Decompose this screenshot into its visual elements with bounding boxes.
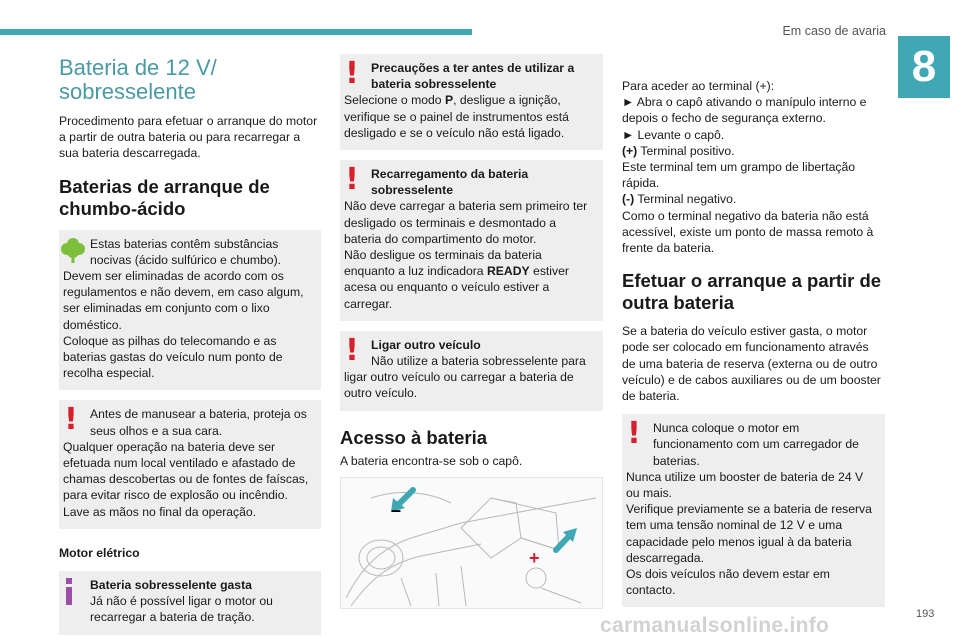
top-accent-bar (0, 29, 472, 35)
positive-terminal-line: (+) Terminal positivo. (622, 143, 735, 158)
jump-start-intro: Se a bateria do veículo estiver gasta, o motor pode ser colocado em funcionamento através de uma bateria de reserva (externa ou de outro veículo) e de cabos auxiliares ou de um booster de bateria. (622, 324, 881, 404)
negative-terminal-line: (-) Terminal negativo. (622, 192, 737, 207)
intro-paragraph: Procedimento para efetuar o arranque do motor a partir de outra bateria ou para recarregar a sua bateria descarregada. (59, 114, 318, 161)
other-vehicle-title: Ligar outro veículo (371, 337, 481, 352)
warning-exclamation-icon: ! (627, 416, 641, 452)
warning-exclamation-icon: ! (64, 402, 78, 438)
jump-warning-l4: Os dois veículos não devem estar em contacto. (626, 567, 830, 598)
other-vehicle-text: Não utilize a bateria sobresselente para ligar outro veículo ou carregar a bateria de outro veículo. (344, 354, 586, 401)
recharge-text-b: Não desligue os terminais da bateria enquanto a luz indicadora READY estiver acesa ou enquanto o veículo estiver a carregar. (344, 248, 569, 311)
column-right (622, 78, 885, 607)
jump-warning-first: Nunca coloque o motor em funcionamento com um carregador de baterias. (653, 421, 859, 468)
access-text: A bateria encontra-se sob o capô. (340, 453, 523, 468)
section-heading-jump-start: Efetuar o arranque a partir de outra bateria (622, 270, 882, 314)
recharge-title: Recarregamento da bateria sobresselente (371, 167, 529, 198)
section-heading-lead-acid: Baterias de arranque de chumbo-ácido (59, 175, 270, 219)
eco-note-box (59, 230, 321, 391)
eco-note-rest: Devem ser eliminadas de acordo com os regulamentos e não devem, em caso algum, ser eliminadas em conjunto com o lixo doméstico. (63, 269, 304, 332)
jump-warning-l3: Verifique previamente se a bateria de reserva tem uma tensão nominal de 12 V e uma capacidade pelo menos igual à da bateria descarregada. (626, 502, 872, 565)
battery-illustration (340, 477, 603, 609)
warning-box-jump-start (622, 414, 885, 607)
plus-terminal-label: + (529, 547, 540, 568)
chapter-badge: 8 (898, 36, 950, 98)
page-title: Bateria de 12 V/ sobresselente (59, 55, 217, 104)
column-middle (340, 54, 603, 609)
page-number: 193 (916, 608, 935, 620)
info-box-battery (59, 571, 321, 635)
warning-exclamation-icon: ! (345, 332, 359, 368)
warning-box-other-vehicle (340, 331, 603, 411)
warning-box-eyes (59, 400, 321, 528)
access-terminal-intro: Para aceder ao terminal (+): (622, 79, 775, 93)
warning-box-recharge (340, 160, 603, 321)
column-left (59, 54, 321, 635)
negative-terminal-detail: Como o terminal negativo da bateria não está acessível, existe um ponto de massa remoto à frente da bateria. (622, 208, 874, 256)
step-open-hood: ► Abra o capô ativando o manípulo interno e depois o fecho de segurança externo. (622, 95, 867, 126)
step-raise-hood: ► Levante o capô. (622, 127, 725, 142)
warning-rest: Qualquer operação na bateria deve ser efetuada num local ventilado e afastado de chamas descobertas ou de fontes de faíscas, para evitar risco de explosão ou incêndio. (63, 439, 309, 503)
warning-exclamation-icon: ! (345, 162, 359, 198)
info-icon (61, 576, 77, 606)
warning-exclamation-icon: ! (345, 56, 359, 91)
eco-note-first: Estas baterias contêm substâncias nocivas (ácido sulfúrico e chumbo). (90, 236, 282, 267)
info-title: Bateria sobresselente gasta (90, 578, 252, 593)
section-heading-access: Acesso à bateria (340, 426, 488, 448)
recycle-tree-icon (61, 235, 85, 269)
watermark: carmanualsonline.info (600, 614, 830, 637)
recharge-text-a: Não deve carregar a bateria sem primeiro ter desligado os terminais e desmontado a bateria do compartimento do motor. (344, 199, 588, 246)
warning-rest-2: Lave as mãos no final da operação. (63, 504, 257, 519)
warning-first: Antes de manusear a bateria, proteja os seus olhos e a sua cara. (90, 407, 307, 438)
precautions-title: Precauções a ter antes de utilizar a bateria sobresselente (371, 61, 575, 92)
info-text: Já não é possível ligar o motor ou recarregar a bateria de tração. (90, 594, 273, 625)
minus-terminal-label: – (391, 499, 402, 520)
section-header: Em caso de avaria (782, 24, 886, 38)
eco-note-rest-2: Coloque as pilhas do telecomando e as baterias gastas do veículo num ponto de recolha especial. (63, 333, 283, 381)
positive-terminal-detail: Este terminal tem um grampo de libertação rápida. (622, 160, 856, 191)
jump-warning-l2: Nunca utilize um booster de bateria de 24 V ou mais. (626, 469, 864, 501)
precautions-text: Selecione o modo P, desligue a ignição, verifique se o painel de instrumentos está desligado e se o veículo não está ligado. (344, 93, 569, 140)
motor-heading: Motor elétrico (59, 545, 140, 560)
warning-box-precautions (340, 54, 603, 150)
